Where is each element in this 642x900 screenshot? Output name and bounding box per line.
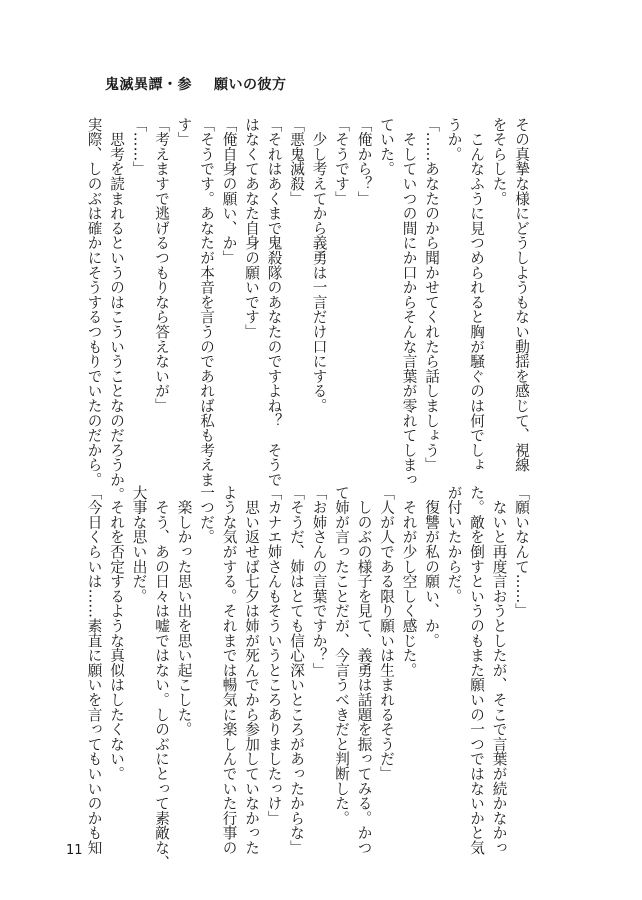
text-line: 「……あなたのから聞かせてくれたら話しましょう」 <box>423 117 440 473</box>
text-line: 「願いなんて……」 <box>513 485 530 619</box>
series-title: 鬼滅異譚・参 <box>105 77 192 93</box>
text-line: それが少し空しく感じた。 <box>400 485 418 678</box>
text-line: 「悪鬼滅殺」 <box>288 117 305 206</box>
text-line: その真摯な様にどうしようもない動揺を感じて、視線 <box>513 117 530 473</box>
text-line: 実際、しのぶは確かにそうするつもりでいたのだから。 <box>85 117 103 487</box>
text-line: て姉が言ったことだが、今言うべきだと判断した。 <box>333 485 350 826</box>
text-line: 思考を読まれるというのはこういうことなのだろうか。 <box>108 117 125 502</box>
text-line: 「カナエ姉さんもそういうところありましたっけ」 <box>265 485 283 826</box>
chapter-title: 願いの彼方 <box>214 77 287 93</box>
text-line: 「今日くらいは……素直に願いを言ってもいいのかも知 <box>85 485 103 855</box>
text-line: そしていつの間にか口からそんな言葉が零れてしまっ <box>400 117 418 487</box>
text-line: こんなふうに見つめられると胸が騒ぐのは何でしょ <box>468 117 485 473</box>
text-line: 少し考えてから義勇は一言だけ口にする。 <box>310 117 328 413</box>
text-line: す」 <box>175 117 193 147</box>
text-line: ていた。 <box>378 117 395 177</box>
text-line: 大事な思い出だ。 <box>130 485 148 604</box>
text-line: ような気がする。それまでは暢気に楽しんでいた行事の <box>220 485 238 855</box>
text-line: 「俺自身の願い、か」 <box>220 117 238 265</box>
text-line: はなくてあなた自身の願いです」 <box>243 117 260 339</box>
text-line: 「考えますで逃げるつもりなら答えないが」 <box>153 117 170 413</box>
text-line: 思い返せば七夕は姉が死んでから参加していなかった <box>243 485 260 855</box>
text-line: が付いたからだ。 <box>445 485 463 604</box>
text-line: それを否定するような真似はしたくない。 <box>108 485 125 781</box>
text-line: 「そうです」 <box>333 117 350 206</box>
text-line: 「人が人である限り願いは生まれるそうだ」 <box>378 485 395 781</box>
text-line: 一つだ。 <box>198 485 215 545</box>
text-line: 「そうだ、姉はとても信心深いところがあったからな」 <box>288 485 305 855</box>
text-line: しのぶの様子を見て、義勇は話題を振ってみる。かつ <box>355 485 373 855</box>
text-line: 「それはあくまで鬼殺隊のあなたのですよね？ そうで <box>265 117 283 487</box>
text-line: うか。 <box>445 117 463 162</box>
text-line: 楽しかった思い出を思い起こした。 <box>175 485 193 737</box>
text-line: をそらした。 <box>490 117 508 206</box>
text-line: 復讐が私の願い、か。 <box>423 485 440 648</box>
running-header <box>105 74 287 94</box>
text-block-lower <box>82 485 532 870</box>
text-line: ないと再度言おうとしたが、そこで言葉が続かなかっ <box>490 485 508 855</box>
text-line: 「そうです。あなたが本音を言うのであれば私も考えま <box>198 117 215 487</box>
text-line: 「お姉さんの言葉ですか？」 <box>310 485 328 678</box>
text-block-upper <box>82 117 532 502</box>
text-line: 「……」 <box>130 117 148 177</box>
text-line: 「俺から？」 <box>355 117 373 206</box>
page-number: 11 <box>66 843 83 858</box>
text-line: た。敵を倒すというのもまた願いの一つではないかと気 <box>468 485 485 855</box>
text-line: そう、あの日々は嘘ではない。しのぶにとって素敵な、 <box>153 485 170 870</box>
